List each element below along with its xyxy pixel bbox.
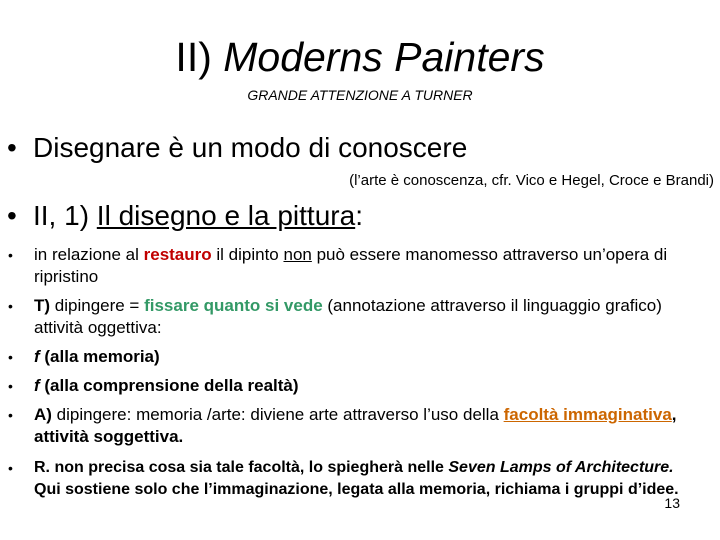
- list-item-f-memoria: [0, 346, 700, 368]
- title-prefix: II): [175, 34, 224, 80]
- bullet2-underlined: Il disegno e la pittura: [96, 200, 356, 231]
- T-a: dipingere =: [50, 296, 145, 315]
- bullet-dot: •: [7, 200, 17, 231]
- f1-label: f: [34, 347, 40, 366]
- list-item-restauro: [0, 244, 700, 288]
- bullet-dot: •: [8, 407, 13, 423]
- R-a: R. non precisa cosa sia tale facoltà, lo spiegherà nelle: [34, 459, 449, 476]
- A-a: dipingere: memoria /arte: diviene arte attraverso l’uso della: [51, 405, 504, 424]
- bullet-disegnare-text: Disegnare è un modo di: [33, 132, 339, 163]
- bullet-dot: •: [8, 378, 13, 394]
- reference-note: (l’arte è conoscenza, cfr. Vico e Hegel, Croce e Brandi): [349, 172, 714, 189]
- bullet2-suffix: :: [355, 200, 363, 231]
- bullet2-prefix: II, 1): [33, 200, 97, 231]
- f2-label: f: [34, 376, 40, 395]
- slide-subtitle: GRANDE ATTENZIONE A TURNER: [247, 87, 473, 103]
- restauro-b: il dipinto: [211, 245, 284, 264]
- list-item-f-realta: [0, 375, 700, 397]
- T-green: fissare quanto si vede: [144, 296, 323, 315]
- f1-text: (alla memoria): [39, 347, 160, 366]
- f2-text: (alla comprensione della realtà): [39, 376, 299, 395]
- T-label: T): [34, 296, 51, 315]
- restauro-c: può essere manomesso attraverso un’opera di ripristino: [34, 245, 668, 286]
- bullet-dot: •: [8, 349, 13, 365]
- T-b: (annotazione attraverso il linguaggio grafico) attività oggettiva:: [34, 296, 662, 337]
- page-number: 13: [664, 495, 680, 511]
- A-b: , attività soggettiva.: [34, 405, 677, 446]
- restauro-a: in relazione al: [34, 245, 144, 264]
- bullet-disegnare-emph: conoscere: [338, 132, 468, 163]
- bullet-dot: •: [7, 132, 17, 163]
- restauro-red: restauro: [143, 245, 212, 264]
- list-item-R: [0, 457, 700, 501]
- title-italic: Moderns Painters: [223, 34, 545, 80]
- sub-bullet-list: [0, 244, 700, 455]
- final-bullet-list: [0, 457, 700, 501]
- slide-title: [0, 32, 720, 82]
- R-italic: Seven Lamps of Architecture.: [448, 459, 674, 476]
- bullet-dot: •: [8, 247, 13, 263]
- bullet-dot: •: [8, 460, 13, 476]
- R-b: Qui sostiene solo che l’immaginazione, legata alla memoria, richiama i gruppi d’idee.: [34, 481, 679, 498]
- bullet-dot: •: [8, 298, 13, 314]
- A-orange: facoltà immaginativa: [503, 405, 672, 424]
- list-item-A: [0, 404, 700, 448]
- restauro-under: non: [283, 245, 312, 264]
- bullet-disegnare: [7, 131, 467, 165]
- A-label: A): [34, 405, 52, 424]
- list-item-T: [0, 295, 700, 339]
- bullet-disegno-pittura: [7, 199, 363, 233]
